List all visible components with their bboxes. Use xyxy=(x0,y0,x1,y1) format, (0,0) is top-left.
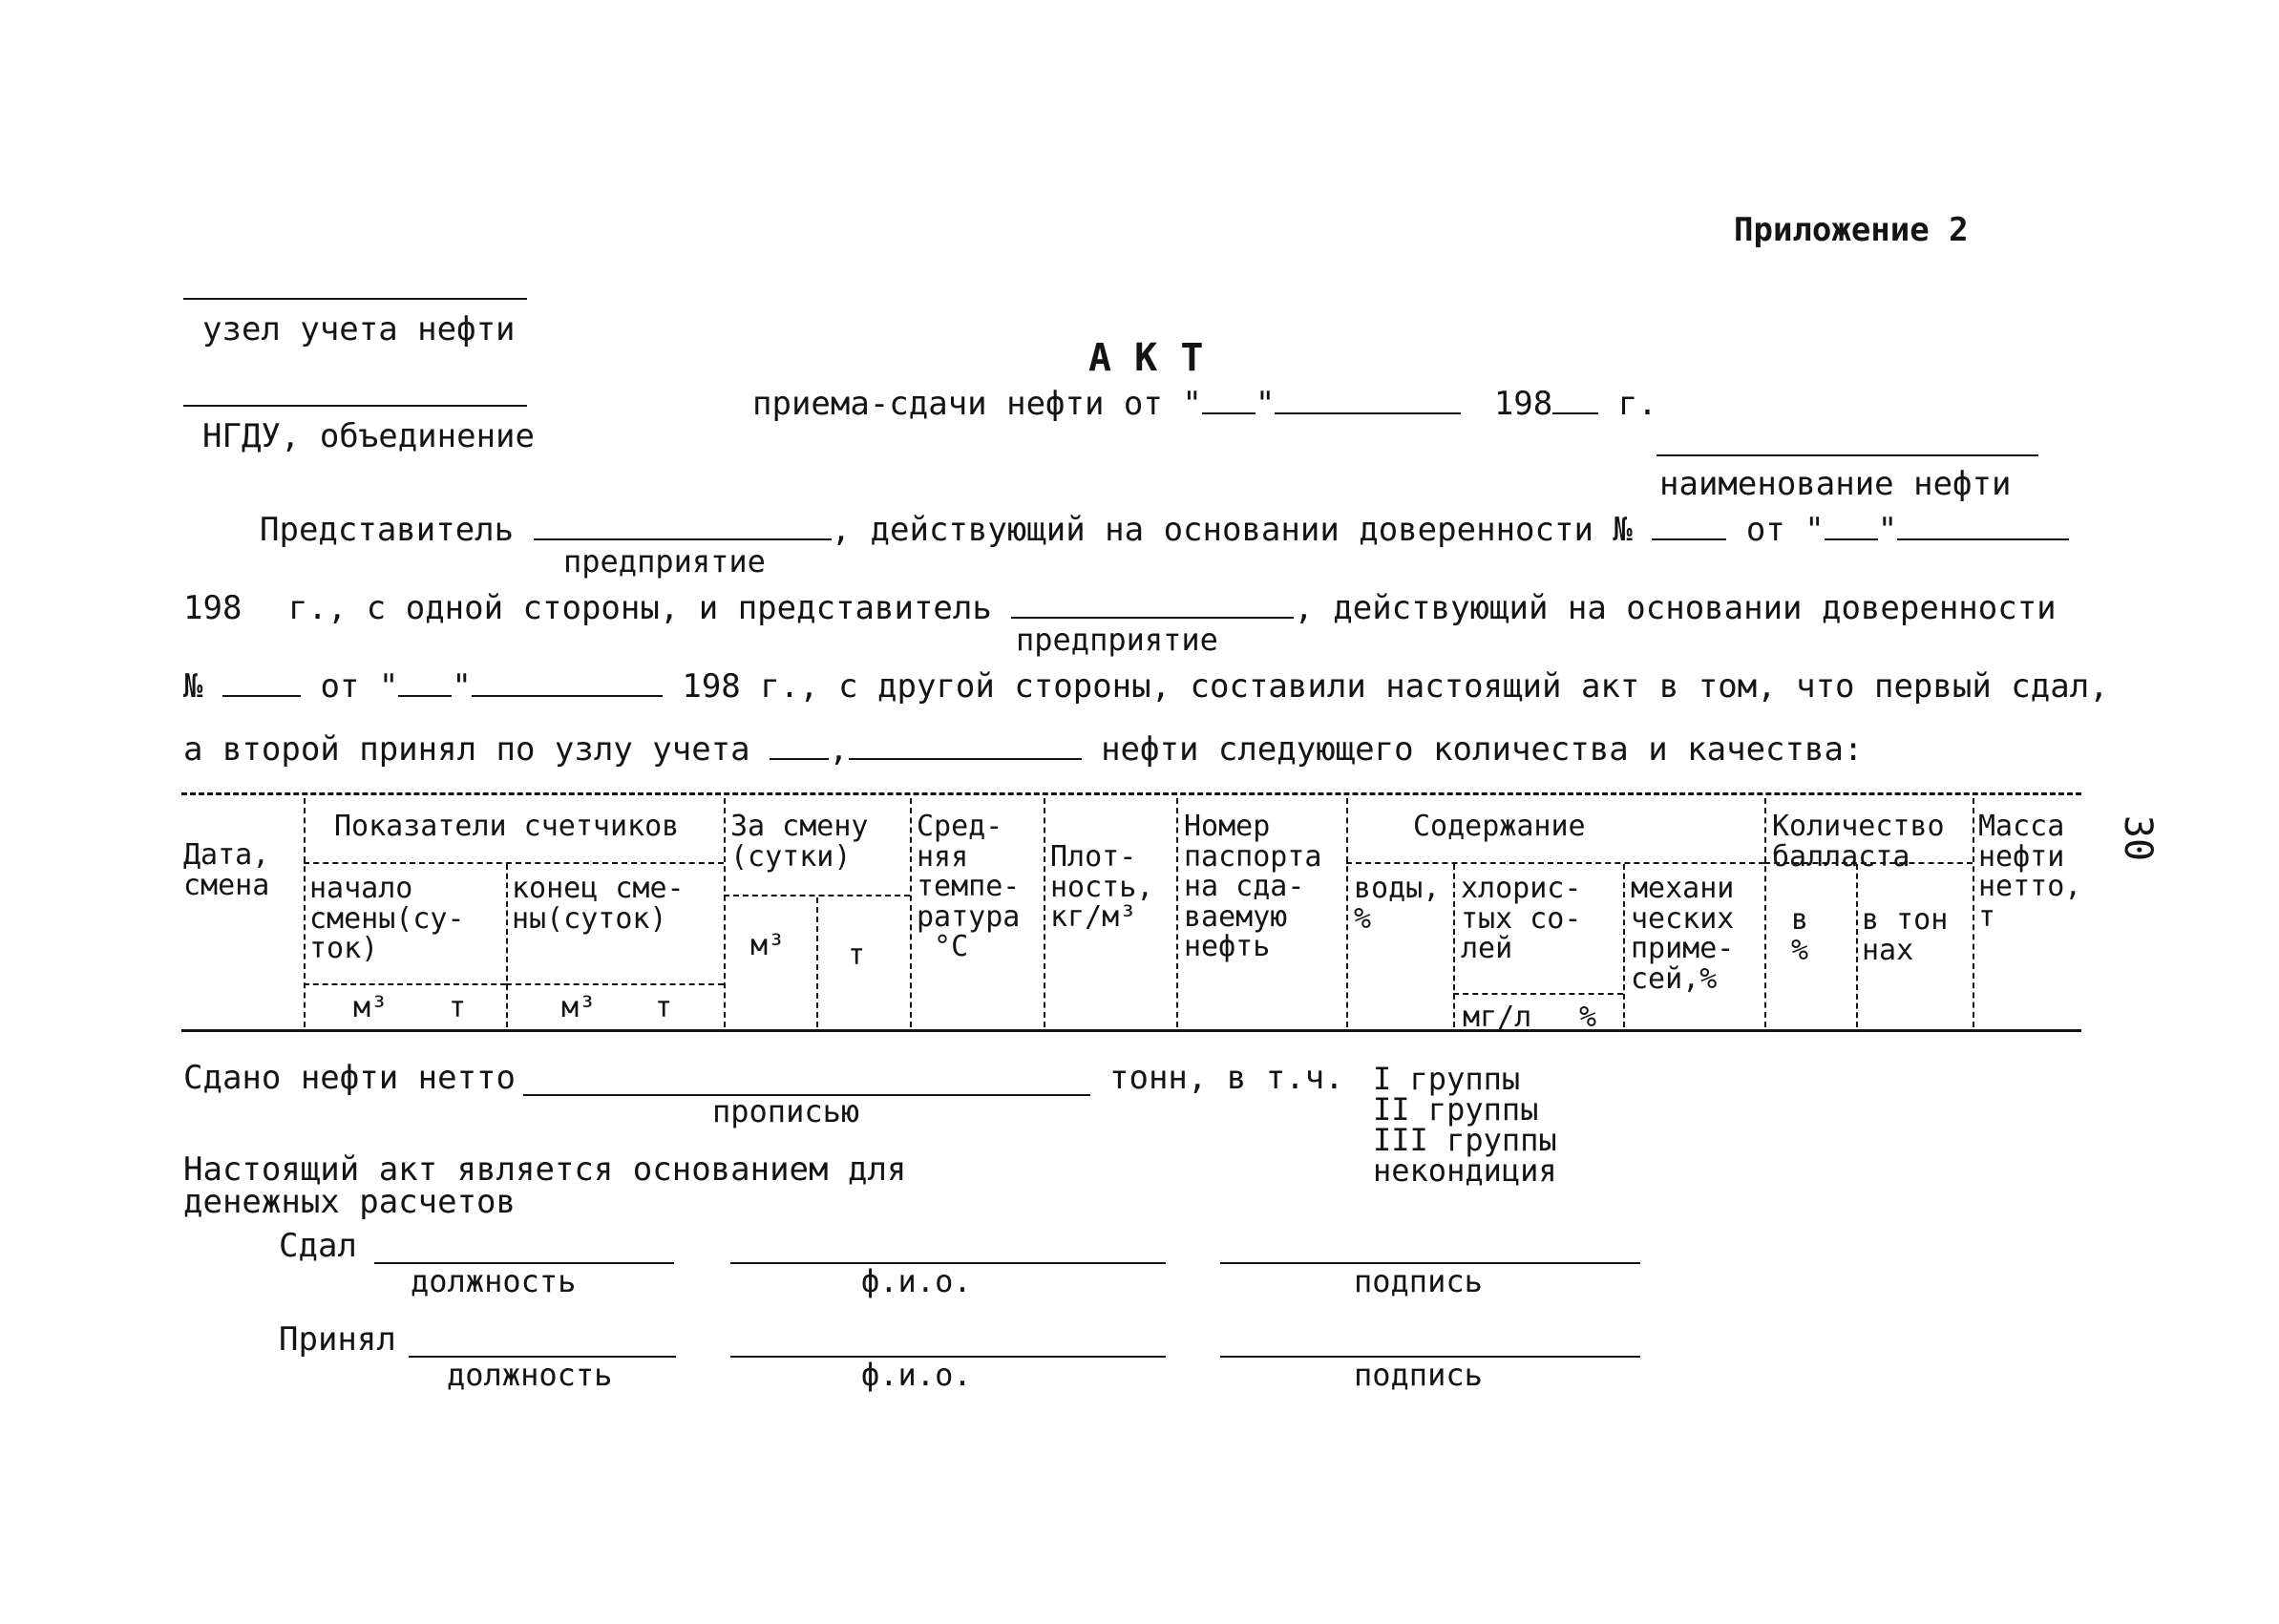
act-month-blank[interactable] xyxy=(1275,388,1461,414)
unit-mgl: мг/л xyxy=(1463,1001,1532,1034)
content-sub-rule xyxy=(1346,862,1764,864)
chloride-unit-rule xyxy=(1453,993,1623,995)
quote-open-1: " xyxy=(1804,511,1825,549)
signature-handed-position-caption: должность xyxy=(411,1263,577,1299)
act-subtitle-line xyxy=(752,385,1657,423)
group-3: III группы xyxy=(1373,1122,1557,1158)
col-sep-1 xyxy=(304,798,306,1027)
oil-name-caption: наименование нефти xyxy=(1659,465,2012,503)
unit-t-shift: т xyxy=(848,939,866,972)
col-ballast-group: Количество балласта xyxy=(1772,810,1945,874)
col-date-shift: Дата, смена xyxy=(183,838,270,902)
col-water: воды, % xyxy=(1354,872,1441,936)
node-blank-line[interactable] xyxy=(183,298,527,300)
handover-caption: прописью xyxy=(712,1093,860,1129)
metering-node-blank-b[interactable] xyxy=(849,733,1082,760)
node-caption: узел учета нефти xyxy=(202,310,516,348)
body-line-4 xyxy=(183,730,1864,769)
body-line-1-start: Представитель xyxy=(260,511,515,549)
col-passport: Номер паспорта на сда- ваемую нефть xyxy=(1184,810,1322,963)
col-mechanical: механи ческих приме- сей,% xyxy=(1631,872,1735,996)
enterprise-1-blank[interactable] xyxy=(534,514,832,540)
attorney-2-month[interactable] xyxy=(472,670,663,697)
quote-open-2: " xyxy=(378,667,399,706)
unit-m3-start: м³ xyxy=(353,991,389,1024)
col-sep-6 xyxy=(1044,798,1045,1027)
col-sep-5 xyxy=(910,798,912,1027)
basis-note: Настоящий акт является основанием для денежных расчетов xyxy=(183,1150,907,1221)
act-title: А К Т xyxy=(1088,336,1204,380)
act-year-suffix: г. xyxy=(1617,385,1657,423)
attorney-1-day[interactable] xyxy=(1825,514,1878,540)
body-line-2-mid: г., с одной стороны, и представитель xyxy=(287,589,992,627)
attorney-1-month[interactable] xyxy=(1897,514,2069,540)
col-meter-group: Показатели счетчиков xyxy=(334,810,680,843)
act-day-blank[interactable] xyxy=(1202,388,1256,414)
signature-handed-name-caption: ф.и.о. xyxy=(861,1263,972,1299)
appendix-label: Приложение 2 xyxy=(1734,211,1969,249)
act-year-prefix: 198 xyxy=(1493,385,1553,423)
unit-t-start: т xyxy=(449,991,467,1024)
body-line-3-num: № xyxy=(183,667,203,706)
quote-close: " xyxy=(1255,385,1276,423)
col-sep-2 xyxy=(506,864,508,1027)
col-ballast-percent: в % xyxy=(1791,903,1809,967)
handover-label: Сдано нефти нетто xyxy=(183,1059,516,1097)
table-top-rule xyxy=(181,792,2081,795)
signature-accepted-sign-caption: подпись xyxy=(1354,1357,1483,1393)
enterprise-2-caption: предприятие xyxy=(1016,622,1218,658)
col-sep-12 xyxy=(1856,864,1858,1027)
body-line-1 xyxy=(260,511,2069,549)
col-sep-4 xyxy=(816,897,818,1027)
col-content-group: Содержание xyxy=(1413,810,1586,843)
ngdu-caption: НГДУ, объединение xyxy=(202,417,535,455)
signature-accepted-position-caption: должность xyxy=(447,1357,613,1393)
power-of-attorney-1-number[interactable] xyxy=(1652,514,1726,540)
body-line-1-from: от xyxy=(1745,511,1785,549)
signature-handed-sign-caption: подпись xyxy=(1354,1263,1483,1299)
col-sep-10 xyxy=(1623,864,1625,1027)
meter-unit-rule-b xyxy=(506,983,724,985)
quote-close-2: " xyxy=(452,667,472,706)
col-shift-end: конец сме- ны(суток) xyxy=(512,872,685,936)
enterprise-2-blank[interactable] xyxy=(1011,592,1294,619)
signature-handed-label: Сдал xyxy=(279,1227,357,1265)
meter-unit-rule-a xyxy=(304,983,506,985)
handover-tons: тонн, в т.ч. xyxy=(1109,1059,1344,1097)
body-line-3-end: 198 г., с другой стороны, составили настоящий акт в том, что первый сдал, xyxy=(682,667,2109,706)
body-line-2-year: 198 xyxy=(183,589,243,627)
unit-percent-chloride: % xyxy=(1579,1001,1597,1034)
metering-node-blank-a[interactable] xyxy=(770,733,829,760)
body-line-3-from: от xyxy=(320,667,360,706)
act-year-blank[interactable] xyxy=(1552,388,1598,414)
col-sep-8 xyxy=(1346,798,1348,1027)
col-per-shift: За смену (сутки) xyxy=(730,810,869,874)
col-avg-temp: Сред- няя темпе- ратура °C xyxy=(917,810,1021,963)
group-1: I группы xyxy=(1373,1061,1521,1097)
oil-name-blank-line[interactable] xyxy=(1656,454,2038,456)
col-net-mass: Масса нефти нетто, т xyxy=(1978,810,2082,934)
group-2: II группы xyxy=(1373,1091,1539,1128)
power-of-attorney-2-number[interactable] xyxy=(222,670,301,697)
act-subtitle-text: приема-сдачи нефти от xyxy=(752,385,1163,423)
body-line-4-start: а второй принял по узлу учета xyxy=(183,730,750,769)
col-sep-11 xyxy=(1764,798,1766,1027)
body-line-4-comma: , xyxy=(829,730,849,769)
attorney-2-day[interactable] xyxy=(398,670,452,697)
page-number: 30 xyxy=(2116,814,2161,862)
col-sep-9 xyxy=(1453,864,1455,1027)
signature-accepted-label: Принял xyxy=(279,1320,396,1359)
unit-t-end: т xyxy=(655,991,673,1024)
body-line-3 xyxy=(183,667,2109,706)
body-line-2 xyxy=(183,589,2057,627)
col-chloride: хлорис- тых со- лей xyxy=(1461,872,1582,965)
shift-sub-rule xyxy=(724,895,910,896)
ngdu-blank-line[interactable] xyxy=(183,405,527,407)
col-ballast-tons: в тон нах xyxy=(1862,903,1949,967)
col-shift-start: начало смены(су- ток) xyxy=(309,872,465,965)
col-sep-13 xyxy=(1973,798,1974,1027)
unit-m3-shift: м³ xyxy=(750,929,786,962)
quote-open: " xyxy=(1182,385,1202,423)
body-line-1-mid: , действующий на основании доверенности № xyxy=(831,511,1633,549)
signature-accepted-name-caption: ф.и.о. xyxy=(861,1357,972,1393)
body-line-2-end: , действующий на основании доверенности xyxy=(1294,589,2057,627)
table-bottom-rule xyxy=(181,1029,2081,1032)
body-line-4-end: нефти следующего количества и качества: xyxy=(1101,730,1864,769)
unit-m3-end: м³ xyxy=(561,991,597,1024)
col-sep-3 xyxy=(724,798,726,1027)
col-density: Плот- ность, кг/м³ xyxy=(1050,840,1154,934)
quote-close-1: " xyxy=(1877,511,1898,549)
meter-sub-rule xyxy=(304,862,724,864)
enterprise-1-caption: предприятие xyxy=(563,543,766,580)
group-substandard: некондиция xyxy=(1373,1152,1557,1189)
col-sep-7 xyxy=(1176,798,1178,1027)
